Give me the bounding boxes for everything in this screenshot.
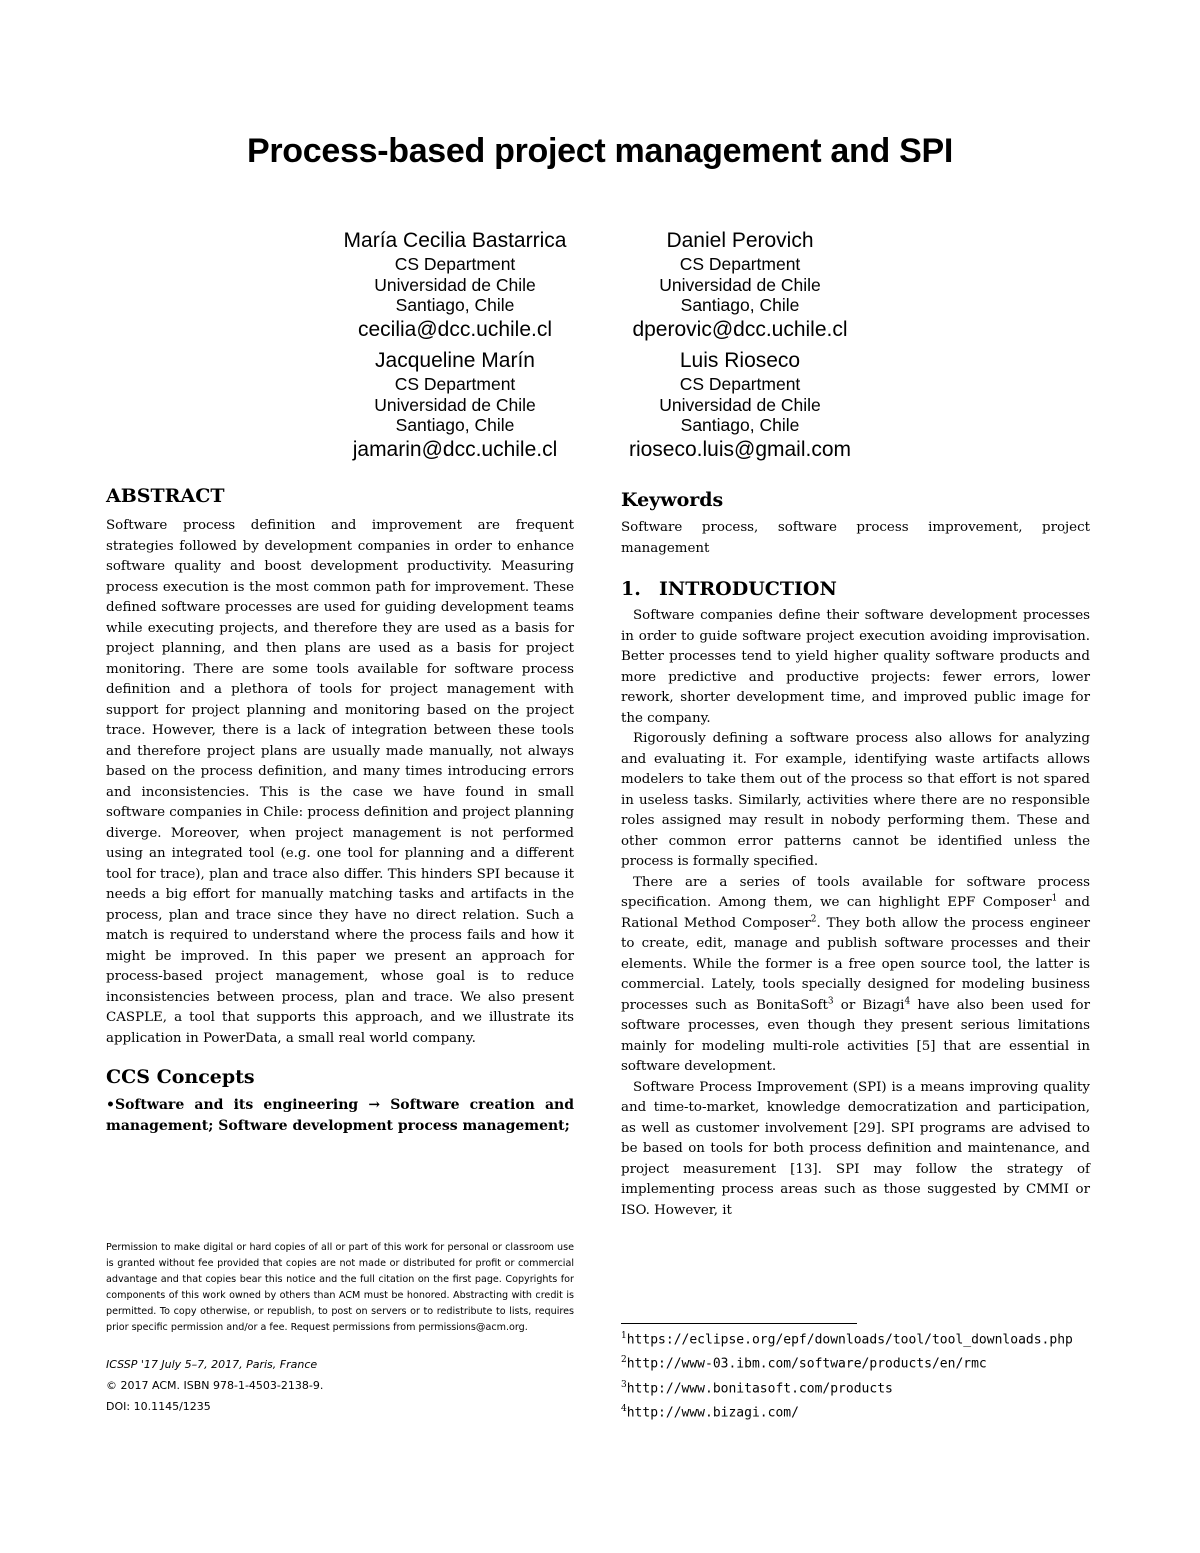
footnote-number: 2 <box>621 1355 627 1366</box>
intro-text: There are a series of tools available for software process specification. Among them, we can highlight EPF Composer <box>621 874 1090 910</box>
footnote <box>621 1350 1111 1374</box>
author-name: María Cecilia Bastarrica <box>343 229 567 252</box>
abstract-heading: ABSTRACT <box>106 485 225 507</box>
section-number: 1. <box>621 578 641 600</box>
intro-paragraph-4: Software Process Improvement (SPI) is a means improving quality and time-to-market, knowledge democratization and participation, as well as customer involvement [29]. SPI programs are advised to be based on tools for both process definition and maintenance, and project measurement [13]. SPI may follow the strategy of implementing process areas such as those suggested by CMMI or ISO. However, it <box>621 1079 1090 1218</box>
author-name: Jacqueline Marín <box>375 349 535 372</box>
footnote-ref: 3 <box>827 996 834 1007</box>
section-title: INTRODUCTION <box>659 578 837 600</box>
author-university: Universidad de Chile <box>374 394 536 415</box>
footnote-ref: 1 <box>1051 893 1058 904</box>
conference-info <box>106 1354 574 1417</box>
abstract-text: Software process definition and improvement are frequent strategies followed by development companies in order to enhance software quality and boost development productivity. Measuring process execution is the most common path for improvement. These defined software processes are used for guiding development teams while executing projects, and therefore they are used as a basis for project planning, and then plans are used as a basis for project monitoring. There are some tools available for software process definition and a plethora of tools for project management with support for project planning and monitoring based on the project trace. However, there is a lack of integration between these tools and therefore project plans are usually made manually, not always based on the process definition, and many times introducing errors and inconsistencies. This is the case we have found in small software companies in Chile: process definition and project planning diverge. Moreover, when project management is not performed using an integrated tool (e.g. one tool for planning and a different tool for trace), plan and trace also differ. This hinders SPI because it needs a big effort for manually matching tasks and artifacts in the process, plan and trace since they have no direct relation. Such a match is required to understand where the process fails and how it might be improved. In this paper we present an approach for process-based project management, whose goal is to reduce inconsistencies between process, plan and trace. We also present CASPLE, a tool that supports this approach, and we illustrate its application in PowerData, a small real world company. <box>106 518 575 1046</box>
author-city: Santiago, Chile <box>680 415 800 435</box>
keywords-heading: Keywords <box>621 489 724 511</box>
intro-paragraph-3 <box>621 873 1090 1078</box>
footnote-link[interactable]: http://www-03.ibm.com/software/products/en/rmc <box>626 1356 987 1372</box>
author-email: dperovic@dcc.uchile.cl <box>632 317 848 341</box>
ccs-text: Software and its engineering → Software creation and management; Software development process management; <box>106 1097 574 1134</box>
introduction-heading <box>621 577 1090 601</box>
left-column <box>106 484 574 1137</box>
author-department: CS Department <box>679 374 801 394</box>
ccs-bullet: • <box>106 1097 115 1113</box>
paper-title: Process-based project management and SPI <box>246 132 954 170</box>
footnote-ref: 2 <box>810 914 817 925</box>
author-university: Universidad de Chile <box>659 274 821 295</box>
intro-text: and Rational Method Composer <box>621 895 1090 931</box>
footnote-ref: 4 <box>904 996 911 1007</box>
footnote-link[interactable]: https://eclipse.org/epf/downloads/tool/tool_downloads.php <box>626 1332 1073 1348</box>
footnote-link[interactable]: http://www.bonitasoft.com/products <box>626 1380 893 1396</box>
author-block <box>550 348 930 463</box>
intro-text: or Bizagi <box>833 997 905 1013</box>
right-column <box>621 488 1090 1221</box>
footnote <box>621 1399 1111 1423</box>
footnote-link[interactable]: http://www.bizagi.com/ <box>626 1405 799 1421</box>
footnote <box>621 1326 1111 1350</box>
footnote-number: 4 <box>621 1403 627 1414</box>
footnote-number: 3 <box>621 1379 627 1390</box>
conference-venue: ICSSP '17 July 5–7, 2017, Paris, France <box>106 1358 318 1371</box>
author-city: Santiago, Chile <box>395 415 515 435</box>
author-university: Universidad de Chile <box>374 274 536 295</box>
author-department: CS Department <box>394 254 516 274</box>
author-block <box>550 228 930 343</box>
intro-text: have also been used for software processes, even though they present serious limitations mainly for modeling multi-role activities [5] that are essential in software development. <box>621 997 1090 1074</box>
author-university: Universidad de Chile <box>659 394 821 415</box>
footnote-rule <box>621 1323 857 1324</box>
author-email: jamarin@dcc.uchile.cl <box>352 437 558 461</box>
intro-text: . They both allow the process engineer to create, edit, manage and publish software processes and their elements. While the former is a free open source tool, the latter is commercial. Lately, tools specially designed for modeling business processes such as BonitaSoft <box>621 915 1090 1013</box>
keywords-text: Software process, software process improvement, project management <box>621 520 1090 556</box>
author-name: Daniel Perovich <box>666 229 814 252</box>
author-city: Santiago, Chile <box>680 295 800 315</box>
doi-line: DOI: 10.1145/1235 <box>106 1400 211 1413</box>
author-department: CS Department <box>394 374 516 394</box>
footnote-number: 1 <box>621 1331 627 1341</box>
permission-notice: Permission to make digital or hard copies of all or part of this work for personal or classroom use is granted without fee provided that copies are not made or distributed for profit or commercial advantage and that copies bear this notice and the full citation on the first page. Copyrights for components of this work owned by others than ACM must be honored. Abstracting with credit is permitted. To copy otherwise, or republish, to post on servers or to redistribute to lists, requires prior specific permission and/or a fee. Request permissions from permissions@acm.org. <box>106 1242 574 1333</box>
author-email: cecilia@dcc.uchile.cl <box>357 317 553 341</box>
ccs-concepts <box>106 1095 574 1137</box>
footnote <box>621 1375 1111 1399</box>
copyright-line: © 2017 ACM. ISBN 978-1-4503-2138-9. <box>106 1379 324 1392</box>
author-city: Santiago, Chile <box>395 295 515 315</box>
author-department: CS Department <box>679 254 801 274</box>
footnotes <box>621 1326 1111 1423</box>
author-email: rioseco.luis@gmail.com <box>628 437 852 461</box>
author-name: Luis Rioseco <box>679 349 801 372</box>
ccs-heading: CCS Concepts <box>106 1066 255 1088</box>
intro-paragraph-2: Rigorously defining a software process also allows for analyzing and evaluating it. For example, identifying waste artifacts allows modelers to take them out of the process so that effort is not spared in useless tasks. Similarly, activities where there are no responsible roles assigned may result in nobody performing them. These and other common error patterns cannot be identified unless the process is formally specified. <box>621 731 1090 869</box>
intro-paragraph-1: Software companies define their software development processes in order to guide software project execution avoiding improvisation. Better processes tend to yield higher quality software products and more predictive and productive projects: fewer errors, lower rework, shorter development time, and improved public image for the company. <box>621 608 1090 726</box>
